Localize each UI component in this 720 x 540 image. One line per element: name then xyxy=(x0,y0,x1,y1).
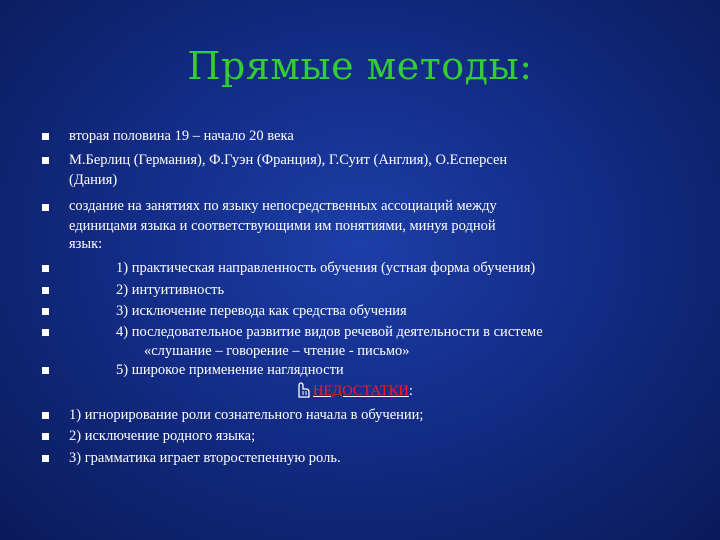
square-bullet-icon xyxy=(42,308,49,315)
list-item-text: 1) игнорирование роли сознательного начала в обучении; xyxy=(69,407,424,423)
square-bullet-icon xyxy=(42,455,49,462)
list-item-text: создание на занятиях по языку непосредственных ассоциаций между xyxy=(69,198,497,214)
square-bullet-icon xyxy=(42,433,49,440)
pointing-hand-icon xyxy=(296,382,310,398)
list-item-text: М.Берлиц (Германия), Ф.Гуэн (Франция), Г.Суит (Англия), О.Есперсен xyxy=(69,152,508,168)
slide-title: Прямые методы: xyxy=(187,44,533,88)
list-item-text: 4) последовательное развитие видов речевой деятельности в системе xyxy=(116,324,543,340)
square-bullet-icon xyxy=(42,265,49,272)
list-item-text-cont: «слушание – говорение – чтение - письмо» xyxy=(144,343,410,359)
list-item-text: 1) практическая направленность обучения (устная форма обучения) xyxy=(116,260,536,276)
square-bullet-icon xyxy=(42,287,49,294)
list-item-text: 2) интуитивность xyxy=(116,282,225,298)
square-bullet-icon xyxy=(42,157,49,164)
square-bullet-icon xyxy=(42,204,49,211)
list-item-text: 3) исключение перевода как средства обучения xyxy=(116,303,407,319)
list-item-text: вторая половина 19 – начало 20 века xyxy=(69,128,294,144)
square-bullet-icon xyxy=(42,133,49,140)
square-bullet-icon xyxy=(42,367,49,374)
square-bullet-icon xyxy=(42,329,49,336)
shortcomings-colon: : xyxy=(408,383,413,399)
list-item-text-cont: (Дания) xyxy=(69,172,118,188)
shortcomings-heading xyxy=(313,381,413,401)
list-item-text-cont: единицами языка и соответствующими им понятиями, минуя родной xyxy=(69,218,496,234)
square-bullet-icon xyxy=(42,412,49,419)
list-item-text-cont: язык: xyxy=(69,236,103,252)
list-item-text: 5) широкое применение наглядности xyxy=(116,362,344,378)
list-item-text: 2) исключение родного языка; xyxy=(69,428,256,444)
shortcomings-label: НЕДОСТАТКИ xyxy=(313,383,409,399)
list-item-text: 3) грамматика играет второстепенную роль. xyxy=(69,450,341,466)
